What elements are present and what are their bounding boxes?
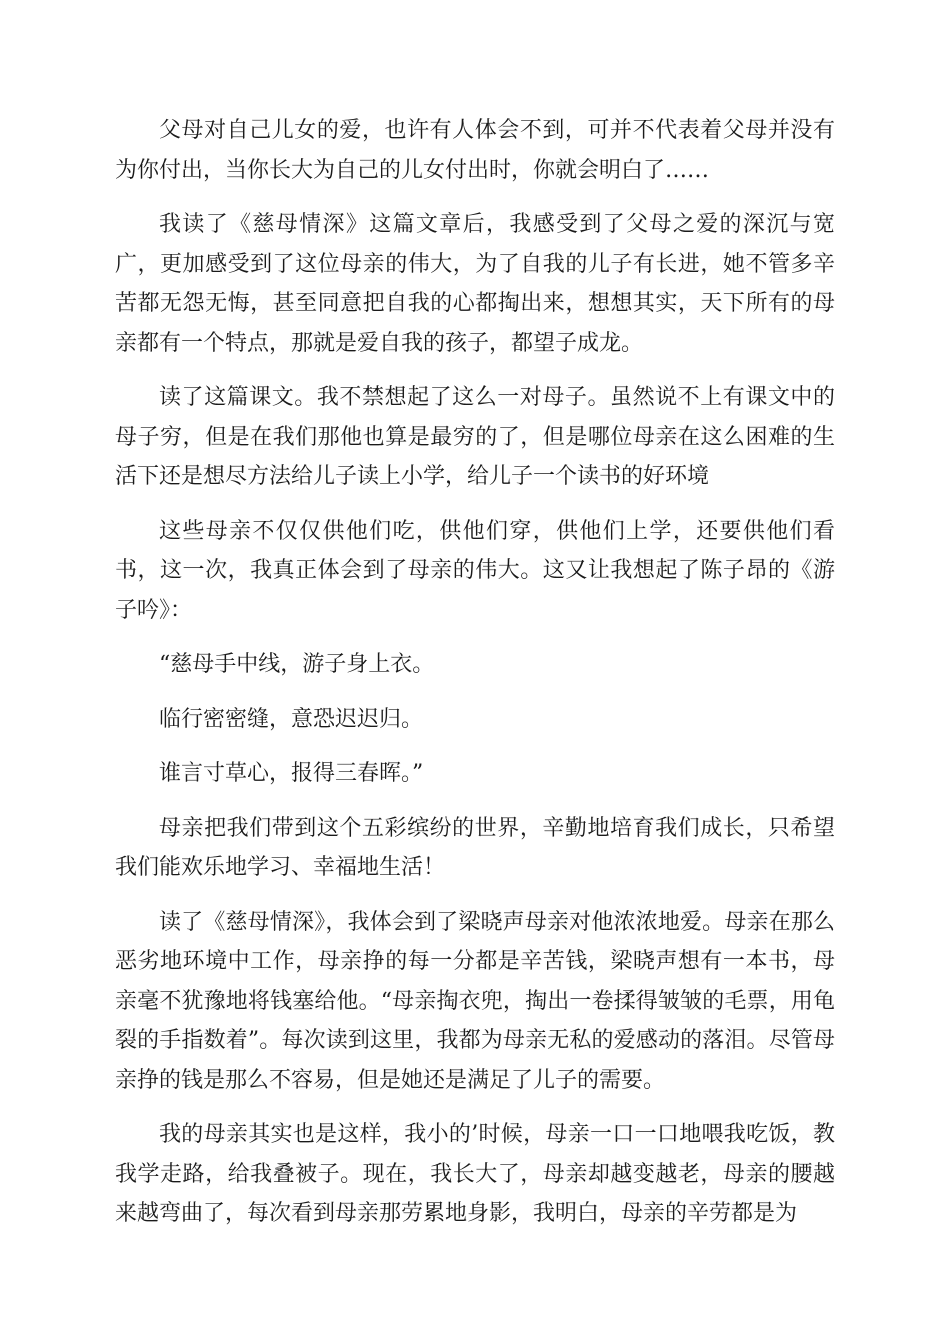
paragraph-5: 母亲把我们带到这个五彩缤纷的世界，辛勤地培育我们成长，只希望我们能欢乐地学习、幸福地生活！ <box>115 815 835 880</box>
paragraph-3: 读了这篇课文。我不禁想起了这么一对母子。虽然说不上有课文中的母子穷，但是在我们那他也算是最穷的了，但是哪位母亲在这么困难的生活下还是想尽方法给儿子读上小学，给儿子一个读书的好环境 <box>115 385 835 489</box>
paragraph-2: 我读了《慈母情深》这篇文章后，我感受到了父母之爱的深沉与宽广，更加感受到了这位母亲的伟大，为了自我的儿子有长进，她不管多辛苦都无怨无悔，甚至同意把自我的心都掏出来，想想其实，天下所有的母亲都有一个特点，那就是爱自我的孩子，都望子成龙。 <box>115 212 835 356</box>
document-body <box>115 111 835 1249</box>
poem-line-2: 临行密密缝，意恐迟迟归。 <box>159 706 424 732</box>
poem-line-3: 谁言寸草心，报得三春晖。” <box>159 761 424 786</box>
paragraph-1: 父母对自己儿女的爱，也许有人体会不到，可并不代表着父母并没有为你付出，当你长大为自己的儿女付出时，你就会明白了…… <box>115 118 835 183</box>
paragraph-4: 这些母亲不仅仅供他们吃，供他们穿，供他们上学，还要供他们看书，这一次，我真正体会到了母亲的伟大。这又让我想起了陈子昂的《游子吟》： <box>115 518 835 623</box>
paragraph-7: 我的母亲其实也是这样，我小的’时候，母亲一口一口地喂我吃饭，教我学走路，给我叠被子。现在，我长大了，母亲却越变越老，母亲的腰越来越弯曲了，每次看到母亲那劳累地身影，我明白，母亲的辛劳都是为 <box>115 1122 835 1226</box>
paragraph-6: 读了《慈母情深》，我体会到了梁晓声母亲对他浓浓地爱。母亲在那么恶劣地环境中工作，母亲挣的每一分都是辛苦钱，梁晓声想有一本书，母亲毫不犹豫地将钱塞给他。“母亲掏衣兜，掏出一卷揉得皱皱的毛票，用龟裂的手指数着”。每次读到这里，我都为母亲无私的爱感动的落泪。尽管母亲挣的钱是那么不容易，但是她还是满足了儿子的需要。 <box>115 909 835 1093</box>
poem-line-1: “慈母手中线，游子身上衣。 <box>159 652 435 677</box>
